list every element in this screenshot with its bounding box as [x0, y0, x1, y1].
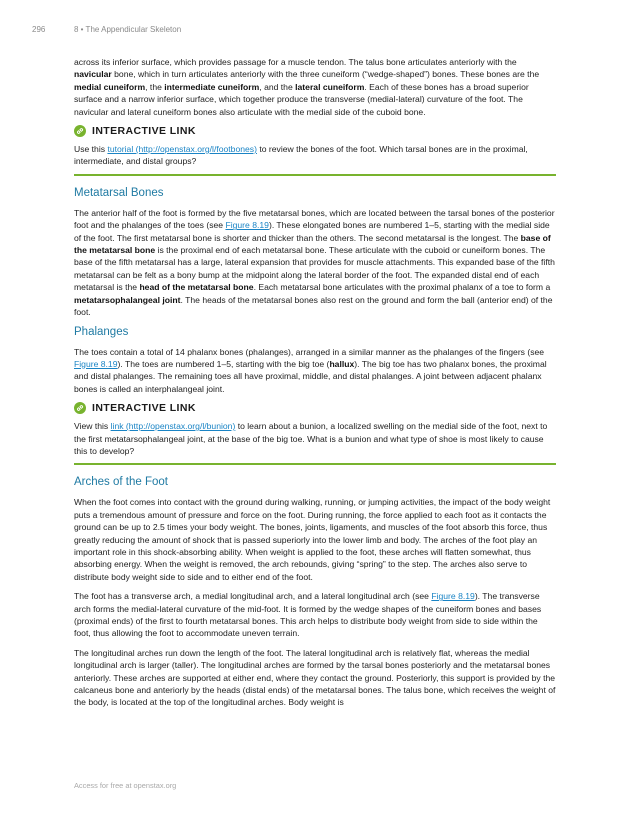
interactive-link-header: [74, 402, 556, 414]
interactive-link-box-footbones: [74, 125, 556, 176]
bunion-link[interactable]: link (http://openstax.org/l/bunion): [110, 421, 236, 432]
term-base-metatarsal: base of the metatarsal bone: [74, 232, 551, 256]
paragraph-phalanges: The toes contain a total of 14 phalanx bones (phalanges), arranged in a similar manner as the phalanges of the fingers (see Figure 8.19). The toes are numbered 1–5, starting with the big toe (hallux). The big toe has two phalanx bones, the proximal and distal phalanges. The remaining toes all have proximal, middle, and distal phalanges. A joint between adjacent phalanx bones is called an interphalangeal joint.: [74, 346, 547, 394]
term-medial-cuneiform: medial cuneiform: [74, 81, 146, 92]
page-footer: Access for free at openstax.org: [74, 781, 177, 790]
tutorial-link[interactable]: tutorial (http://openstax.org/l/footbones): [107, 144, 257, 155]
paragraph-arches-2: The foot has a transverse arch, a medial longitudinal arch, and a lateral longitudinal arch (see Figure 8.19). The transverse arch forms the medial-lateral curvature of the mid-foot. It is formed by the wedge shapes of the cuneiform bones and bases (proximal ends) of the first to fourth metatarsal bones. This arch helps to distribute body weight from side to side within the foot, thus allowing the foot to accommodate uneven terrain.: [74, 591, 542, 639]
term-intermediate-cuneiform: intermediate cuneiform: [164, 81, 260, 92]
term-navicular: navicular: [74, 69, 112, 80]
running-header: [32, 25, 181, 34]
link-icon: [74, 402, 86, 414]
section-heading-arches: Arches of the Foot: [74, 476, 168, 489]
interactive-link-title: INTERACTIVE LINK: [92, 125, 196, 138]
interactive-link-header: [74, 125, 556, 137]
section-heading-metatarsal: Metatarsal Bones: [74, 186, 164, 199]
paragraph-metatarsal: The anterior half of the foot is formed by the five metatarsal bones, which are located between the tarsal bones of the posterior foot and the phalanges of the toes (see Figure 8.19). These elongated bones are numbered 1–5, starting with the medial side of the foot. The first metatarsal bone is shorter and thicker than the others. The second metatarsal is the longest. The base of the metatarsal bone is the proximal end of each metatarsal bone. These articulate with the cuboid or cuneiform bones. The base of the fifth metatarsal has a large, lateral expansion that provides for muscle attachments. This expanded base of the fifth metatarsal can be felt as a bony bump at the midpoint along the lateral border of the foot. The expanded distal end of each metatarsal is the head of the metatarsal bone. Each metatarsal bone articulates with the proximal phalanx of a toe to form a metatarsophalangeal joint. The heads of the metatarsal bones also rest on the ground and form the ball (anterior end) of the foot.: [74, 207, 555, 318]
interactive-link-box-bunion: [74, 402, 556, 465]
divider: [74, 463, 556, 465]
figure-link[interactable]: Figure 8.19: [74, 358, 118, 369]
link-icon: [74, 125, 86, 137]
interactive-link-title: INTERACTIVE LINK: [92, 402, 196, 415]
term-hallux: hallux: [329, 358, 355, 369]
section-heading-phalanges: Phalanges: [74, 325, 129, 338]
paragraph-arches-3: The longitudinal arches run down the length of the foot. The lateral longitudinal arch is relatively flat, whereas the medial longitudinal arch is larger (taller). The longitudinal arches are formed by the tarsal bones posteriorly and the metatarsal bones anteriorly. These arches are supported at either end, where they contact the ground. Posteriorly, this support is provided by the calcaneus bone and anteriorly by the heads (distal ends) of the metatarsal bones. The talus bone, which receives the weight of the body, is located at the top of the longitudinal arches. Body weight is: [74, 647, 556, 708]
paragraph-tarsal-continued: across its inferior surface, which provides passage for a muscle tendon. The talus bone articulates anteriorly with the navicular bone, which in turn articulates anteriorly with the three cuneiform (“wedge-shaped”) bones. These bones are the medial cuneiform, the intermediate cuneiform, and the lateral cuneiform. Each of these bones has a broad superior surface and a narrow inferior surface, which together produce the transverse (medial-lateral) curvature of the foot. The navicular and lateral cuneiform bones also articulate with the medial side of the cuboid bone.: [74, 57, 540, 117]
page-number: 296: [32, 25, 46, 34]
figure-link[interactable]: Figure 8.19: [225, 220, 269, 231]
interactive-link-text: View this link (http://openstax.org/l/bunion) to learn about a bunion, a localized swelling on the medial side of the foot, next to the first metatarsophalangeal joint, at the base of the big toe. What is a bunion and what type of shoe is most likely to cause this to develop?: [74, 421, 548, 456]
paragraph-arches-1: When the foot comes into contact with the ground during walking, running, or jumping activities, the impact of the body weight puts a tremendous amount of pressure and force on the foot. During running, the force applied to each foot as it contacts the ground can be up to 2.5 times your body weight. The bones, joints, ligaments, and muscles of the foot absorb this force, thus greatly reducing the amount of shock that is passed superiorly into the lower limb and body. The arches of the foot play an important role in this shock-absorbing ability. When weight is applied to the foot, these arches will flatten somewhat, thus absorbing energy. When the weight is removed, the arch rebounds, giving “spring” to the step. The arches also serve to distribute body weight side to side and to either end of the foot.: [74, 497, 551, 582]
term-metatarsophalangeal-joint: metatarsophalangeal joint: [74, 294, 181, 305]
term-head-metatarsal: head of the metatarsal bone: [139, 282, 254, 293]
term-lateral-cuneiform: lateral cuneiform: [295, 81, 365, 92]
divider: [74, 174, 556, 176]
interactive-link-text: Use this tutorial (http://openstax.org/l/footbones) to review the bones of the foot. Which tarsal bones are in the proximal, intermediate, and distal groups?: [74, 144, 528, 167]
page-content: [74, 56, 556, 716]
figure-link[interactable]: Figure 8.19: [431, 591, 475, 602]
chapter-title: 8 • The Appendicular Skeleton: [74, 25, 182, 34]
